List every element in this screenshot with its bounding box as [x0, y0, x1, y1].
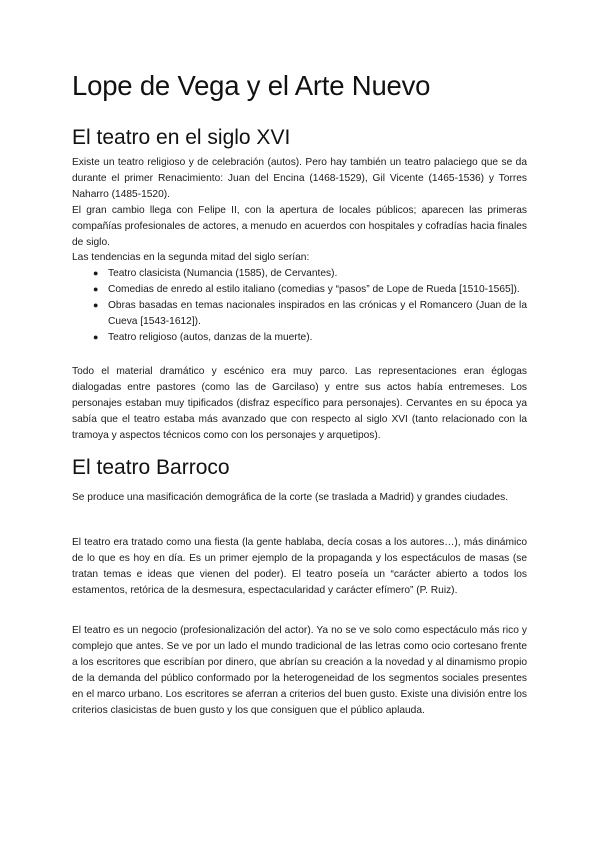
paragraph-teatro-fiesta: El teatro era tratado como una fiesta (la gente hablaba, decía cosas a los autores…), más dinámico de lo que es hoy en día. Es un primer ejemplo de la propaganda y los espectáculos de masas (se tratan temas e ideas que vienen del poder). El teatro poseía un “carácter abierto a todos los estamentos, retórica de la desmesura, espectacularidad y carácter efímero” (P. Ruiz).: [72, 537, 527, 596]
list-item: [93, 298, 527, 330]
heading-siglo-xvi: El teatro en el siglo XVI: [72, 126, 291, 149]
bullet-icon: ●: [93, 268, 99, 279]
bullet-icon: ●: [93, 331, 99, 342]
list-item: [93, 282, 527, 298]
list-item: [93, 330, 527, 346]
list-item-text: Obras basadas en temas nacionales inspirados en las crónicas y el Romancero (Juan de la Cueva [1543-1612]).: [108, 300, 527, 328]
paragraph-teatro-religioso: Existe un teatro religioso y de celebración (autos). Pero hay también un teatro palaciego que se da durante el primer Renacimiento: Juan del Encina (1468-1529), Gil Vicente (1465-1536) y Torres Naharro (1485-1520).: [72, 157, 527, 200]
heading-teatro-barroco: El teatro Barroco: [72, 456, 230, 479]
section-siglo-xvi-intro: [72, 155, 527, 346]
document-title: Lope de Vega y el Arte Nuevo: [72, 70, 431, 101]
paragraph-tendencias: Las tendencias en la segunda mitad del siglo serían:: [72, 252, 310, 264]
tendencias-list: [72, 266, 527, 346]
bullet-icon: ●: [93, 300, 99, 311]
list-item-text: Teatro religioso (autos, danzas de la muerte).: [108, 331, 313, 343]
paragraph-teatro-negocio: El teatro es un negocio (profesionalización del actor). Ya no se ve solo como espectáculo más rico y complejo que antes. Se ve por un lado el mundo tradicional de las letras como ocio cortesano frente a los escritores que escribían por dinero, que abrían su creación a la novedad y al dinamismo propio de la demanda del público conformado por la heterogeneidad de los segmentos sociales presentes en el marco urbano. Los escritores se aferran a criterios del buen gusto. Existe una división entre los criterios clasicistas de buen gusto y los que consiguen que el público aplauda.: [72, 625, 527, 716]
paragraph-material-dramatico: Todo el material dramático y escénico era muy parco. Las representaciones eran églogas dialogadas entre pastores (como las de Garcilaso) y entre sus actos había entremeses. Los personajes estaban muy tipificados (disfraz específico para personajes). Cervantes en su época ya sabía que el teatro estaba más avanzado que con respecto al siglo XVI (tanto relacionado con la tramoya y aspectos técnicos como con los personajes y arquetipos).: [72, 366, 527, 441]
list-item-text: Comedias de enredo al estilo italiano (comedias y “pasos” de Lope de Rueda [1510-1565]).: [108, 284, 520, 296]
bullet-icon: ●: [93, 284, 99, 295]
list-item-text: Teatro clasicista (Numancia (1585), de Cervantes).: [108, 268, 338, 280]
paragraph-masificacion: Se produce una masificación demográfica de la corte (se traslada a Madrid) y grandes ciudades.: [72, 492, 509, 503]
list-item: [93, 266, 527, 282]
paragraph-felipe-ii: El gran cambio llega con Felipe II, con la apertura de locales públicos; aparecen las primeras compañías profesionales de actores, a menudo en acuerdos con hospitales y cofradías hacia finales de siglo.: [72, 204, 527, 248]
